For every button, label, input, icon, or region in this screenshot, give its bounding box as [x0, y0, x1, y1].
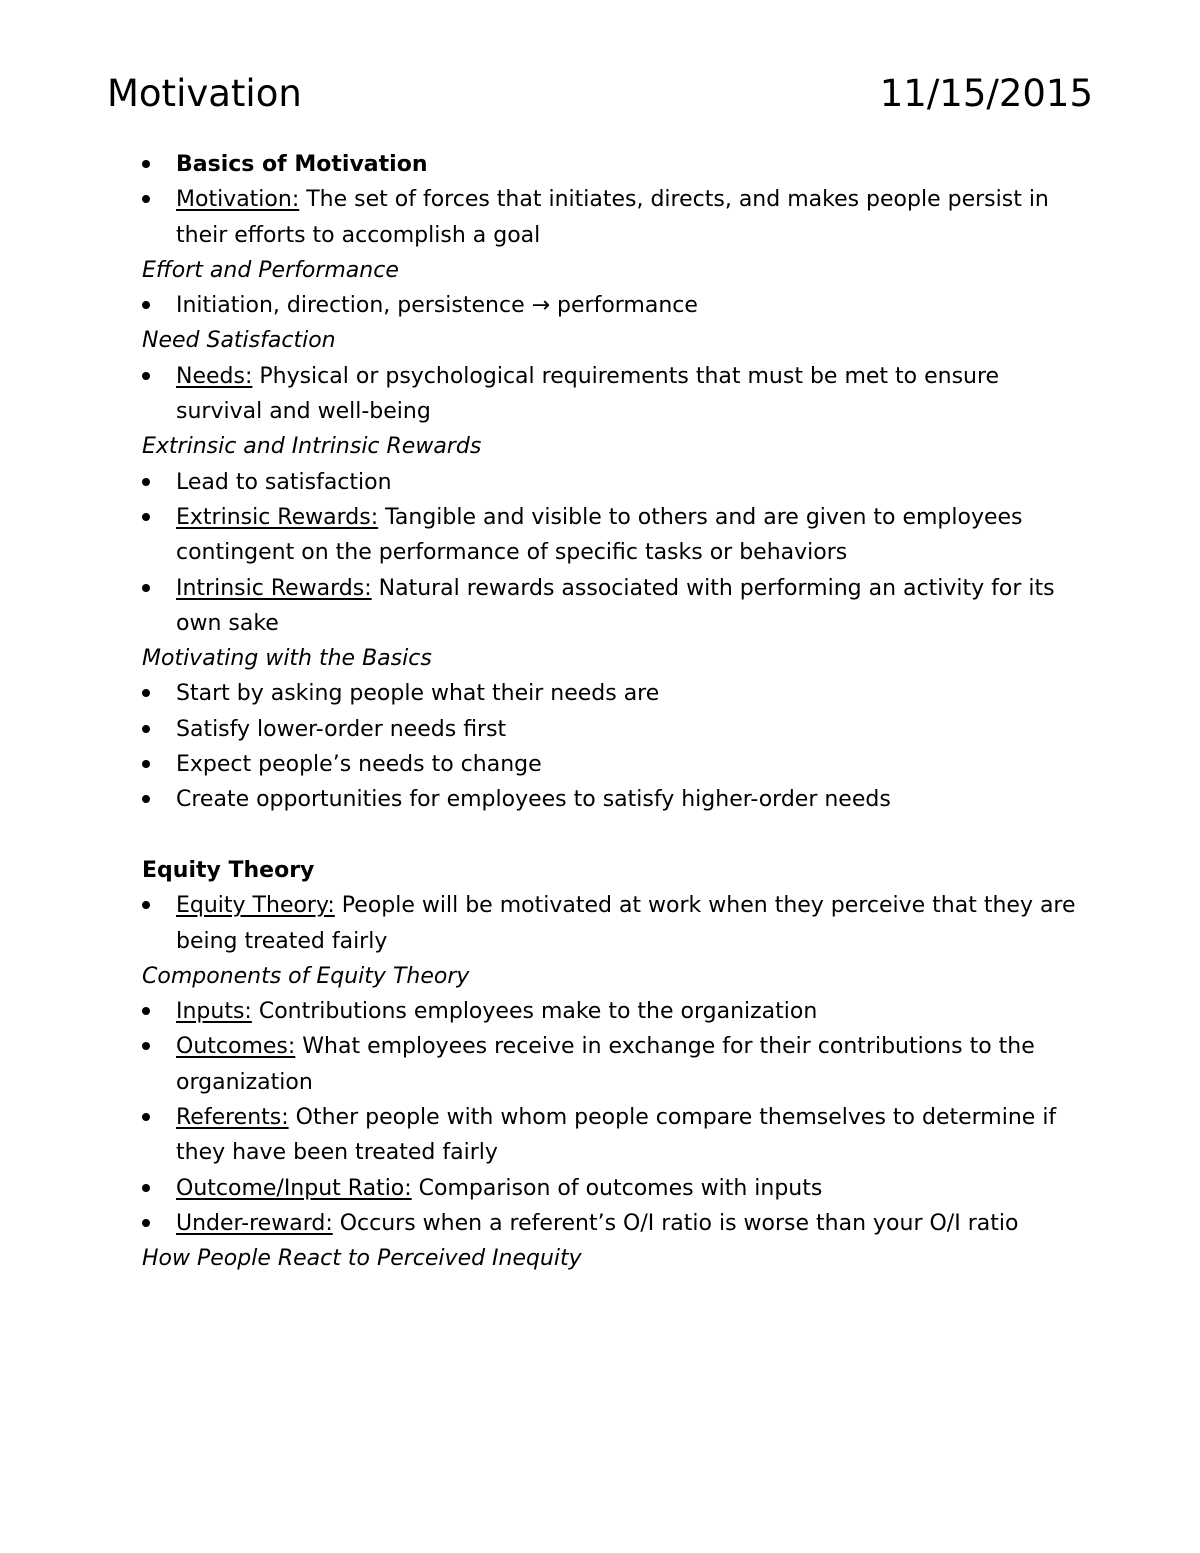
bullet-dot-icon	[142, 584, 150, 592]
bullet-dot-icon	[142, 1219, 150, 1227]
bullet-item	[142, 888, 1082, 959]
subheading: Components of Equity Theory	[142, 963, 470, 989]
term-label: Extrinsic Rewards:	[176, 504, 379, 530]
term-label: Equity Theory:	[176, 893, 335, 919]
bullet-dot-icon	[142, 689, 150, 697]
bullet-dot-icon	[142, 160, 150, 168]
page-title: Motivation	[107, 72, 302, 115]
bullet-item	[142, 571, 1082, 642]
bullet-dot-icon	[142, 1007, 150, 1015]
page-header	[107, 66, 1093, 122]
term-label: Outcome/Input Ratio:	[176, 1175, 412, 1201]
bullet-dot-icon	[142, 372, 150, 380]
bullet-item	[142, 747, 1082, 782]
bullet-item	[142, 359, 1082, 430]
bullet-item	[142, 1100, 1082, 1171]
bullet-text: Start by asking people what their needs are	[176, 681, 660, 707]
bullet-text: Tangible and visible to others and are given to employees contingent on the performance of specific tasks or behaviors	[176, 504, 1023, 566]
bullet-dot-icon	[142, 301, 150, 309]
bullet-item	[142, 288, 1082, 323]
term-label: Intrinsic Rewards:	[176, 575, 372, 601]
bullet-dot-icon	[142, 478, 150, 486]
bullet-bold-text: Basics of Motivation	[176, 152, 428, 177]
term-label: Outcomes:	[176, 1034, 296, 1060]
section-heading: Equity Theory	[142, 857, 315, 883]
bullet-dot-icon	[142, 1184, 150, 1192]
subheading: Extrinsic and Intrinsic Rewards	[142, 434, 482, 460]
blank-line	[142, 818, 1082, 853]
bullet-text: Satisfy lower-order needs first	[176, 716, 507, 742]
term-label: Motivation:	[176, 187, 300, 213]
bullet-text: The set of forces that initiates, directs, and makes people persist in their efforts to accomplish a goal	[176, 187, 1049, 248]
bullet-text: Initiation, direction, persistence → performance	[176, 293, 698, 319]
bullet-text: Contributions employees make to the organization	[251, 999, 818, 1025]
bullet-text: Comparison of outcomes with inputs	[411, 1175, 823, 1201]
bullet-item	[142, 500, 1082, 571]
bullet-dot-icon	[142, 725, 150, 733]
term-label: Referents:	[176, 1105, 289, 1131]
term-label: Needs:	[176, 363, 253, 389]
subheading: Need Satisfaction	[142, 328, 336, 354]
bullet-item	[142, 182, 1082, 253]
bullet-item	[142, 465, 1082, 500]
bullet-text: What employees receive in exchange for their contributions to the organization	[176, 1034, 1035, 1095]
bullet-dot-icon	[142, 195, 150, 203]
bullet-dot-icon	[142, 760, 150, 768]
page-date: 11/15/2015	[879, 72, 1093, 115]
subheading: Effort and Performance	[142, 257, 399, 283]
bullet-dot-icon	[142, 1042, 150, 1050]
bullet-item	[142, 147, 1082, 182]
bullet-item	[142, 712, 1082, 747]
bullet-text: Natural rewards associated with performing an activity for its own sake	[176, 575, 1055, 636]
bullet-item	[142, 1171, 1082, 1206]
subheading: Motivating with the Basics	[142, 646, 432, 672]
bullet-dot-icon	[142, 513, 150, 521]
bullet-text: Expect people’s needs to change	[176, 752, 542, 778]
bullet-text: Create opportunities for employees to satisfy higher-order needs	[176, 787, 891, 813]
bullet-text: Physical or psychological requirements that must be met to ensure survival and well-being	[176, 363, 1000, 425]
bullet-dot-icon	[142, 901, 150, 909]
bullet-dot-icon	[142, 795, 150, 803]
bullet-item	[142, 782, 1082, 817]
bullet-item	[142, 676, 1082, 711]
subheading: How People React to Perceived Inequity	[142, 1246, 582, 1272]
bullet-dot-icon	[142, 1113, 150, 1121]
bullet-item	[142, 1206, 1082, 1241]
bullet-text: Other people with whom people compare themselves to determine if they have been treated fairly	[176, 1105, 1057, 1166]
bullet-text: Lead to satisfaction	[176, 469, 392, 495]
term-label: Inputs:	[176, 999, 252, 1025]
bullet-item	[142, 994, 1082, 1029]
bullet-text: People will be motivated at work when they perceive that they are being treated fairly	[176, 893, 1076, 954]
notes-body	[142, 147, 1082, 1277]
term-label: Under-reward:	[176, 1210, 333, 1236]
bullet-item	[142, 1029, 1082, 1100]
bullet-text: Occurs when a referent’s O/I ratio is worse than your O/I ratio	[332, 1210, 1019, 1236]
